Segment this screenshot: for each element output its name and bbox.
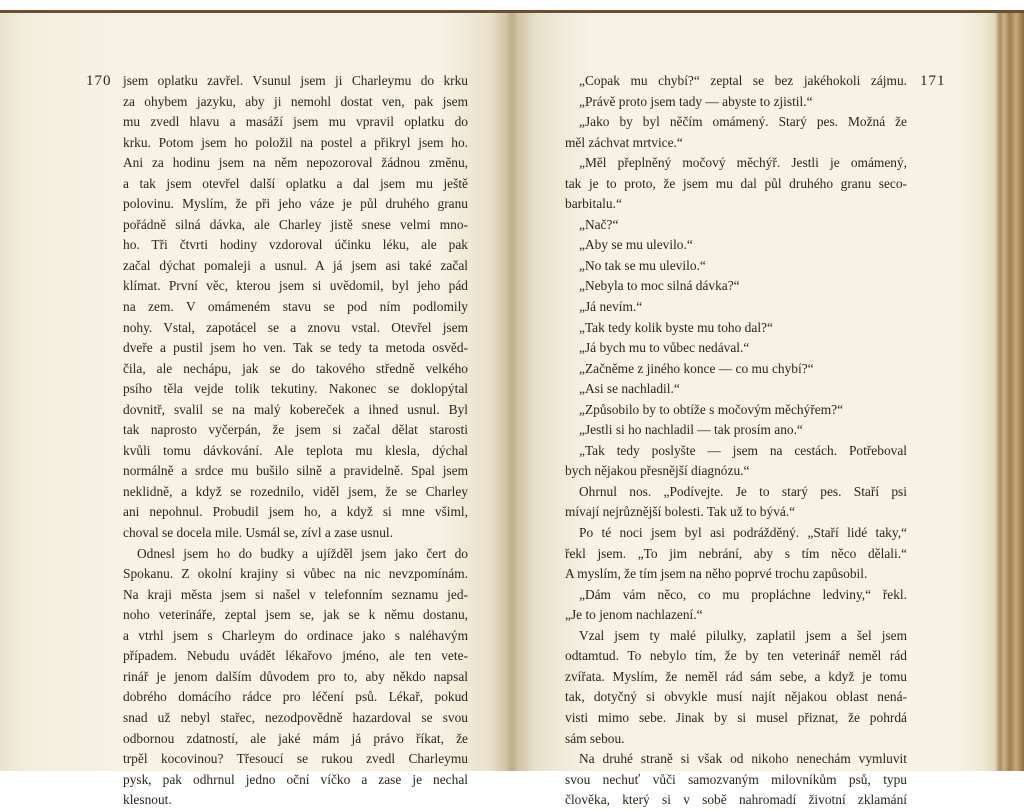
right-page-line: bych nějakou přesnější diagnózu.“ <box>565 463 750 479</box>
right-page-line: visti mimo sebe. Jinak by si musel přiznat, že pohrdá <box>565 709 907 725</box>
right-page-line: Vzal jsem ty malé pilulky, zaplatil jsem a šel jsem <box>579 627 907 643</box>
right-page-line: „Způsobilo by to obtíže s močovým měchýřem?“ <box>579 401 844 417</box>
left-page-line: polovinu. Myslím, že při jeho váze je půl druhého granu <box>123 196 468 212</box>
left-page-line: jsem oplatku zavřel. Vsunul jsem ji Charleymu do krku <box>123 73 468 88</box>
right-page-line: Ohrnul nos. „Podívejte. Je to starý pes. Staří psi <box>579 483 907 499</box>
right-page-line: „Nebyla to moc silná dávka?“ <box>579 278 740 294</box>
right-page-line: „Tak tedy kolik byste mu toho dal?“ <box>579 319 773 335</box>
right-page-line: „Já nevím.“ <box>579 299 643 315</box>
left-page-line: mu zvedl hlavu a masáží jsem mu vpravil oplatku do <box>123 114 468 130</box>
left-page-line: ani nepohnul. Probudil jsem ho, a když si mne všiml, <box>123 504 468 520</box>
right-page-line: Na druhé straně si však od nikoho nenechám vymluvit <box>579 751 907 767</box>
left-page-line: noho veterináře, zeptal jsem se, jak se k němu dostanu, <box>123 607 468 623</box>
right-page-line: „Tak tedy poslyšte — jsem na cestách. Potřeboval <box>579 442 907 458</box>
left-page-line: trpěl kocovinou? Třesoucí se rukou zvedl Charleymu <box>123 751 468 767</box>
right-page-line: „Začněme z jiného konce — co mu chybí?“ <box>579 360 814 376</box>
right-page-line: Po té noci jsem byl asi podrážděný. „Staří lidé taky,“ <box>579 525 907 541</box>
left-page-line: na zem. V omámeném stavu se pod ním podlomily <box>123 299 468 315</box>
left-page-number: 170 <box>86 73 112 89</box>
right-page-line: zvířata. Myslím, že neměl rád sám sebe, a když je tomu <box>565 668 907 684</box>
left-page-line: dovnitř, svalil se na malý kobereček a ihned usnul. Byl <box>123 401 468 417</box>
right-page-line: mívají nejrůznější bolesti. Tak už to bývá.“ <box>565 504 796 520</box>
left-page-line: čila, ale nechápu, jak se do takového středně velkého <box>123 360 468 376</box>
left-page-line: Ani za hodinu jsem na něm nepozoroval žádnou změnu, <box>123 155 468 171</box>
open-book <box>0 10 1024 808</box>
left-page-text <box>123 71 468 811</box>
left-page-line: pořádně silná dávka, ale Charley jistě snese velmi mno- <box>123 216 468 232</box>
right-page-line: „Je to jenom nachlazení.“ <box>565 607 703 623</box>
right-page-line: „Právě proto jsem tady — abyste to zjistil.“ <box>579 93 813 109</box>
left-page-line: rinář je jenom dalším důvodem pro to, aby někdo napsal <box>123 668 468 684</box>
right-page-line: „Dám vám něco, co mu propláchne ledviny,“ řekl. <box>579 586 907 602</box>
left-page-line: krku. Potom jsem ho položil na postel a přikryl jsem ho. <box>123 134 468 150</box>
right-page-line: „Já bych mu to vůbec nedával.“ <box>579 340 750 356</box>
left-page-line: kvůli tomu dávkování. Ale teplota mu klesla, dýchal <box>123 442 468 458</box>
right-page-line: „No tak se mu ulevilo.“ <box>579 257 706 273</box>
left-page-line: choval se docela mile. Usmál se, zívl a zase usnul. <box>123 525 393 541</box>
right-page-line: tak, dotyčný si obvykle musí najít nějakou oblast nená- <box>565 689 907 705</box>
left-page-line: dveře a pustil jsem ho ven. Tak se tedy ta metoda osvěd- <box>123 340 468 356</box>
left-page-line: snad už nebyl stařec, nezodpovědně hazardoval se svou <box>123 709 468 725</box>
right-page-line: „Nač?“ <box>579 216 619 232</box>
left-page-line: odbornou zdatností, ale jaké mám já právo říkat, že <box>123 730 468 746</box>
left-page-line: a tak jsem otevřel další oplatku a dal jsem mu ještě <box>123 175 468 191</box>
right-page-line: člověka, který si v sobě nahromadí životní zklamání <box>565 792 907 808</box>
right-page-line: sám sebou. <box>565 730 625 746</box>
right-page-number: 171 <box>920 73 946 89</box>
left-page-line: nohy. Vstal, zapotácel se a znovu vstal. Otevřel jsem <box>123 319 468 335</box>
right-page-line: odtamtud. To nebylo tím, že by ten veterinář neměl rád <box>565 648 907 664</box>
right-page-line: „Jako by byl něčím omámený. Starý pes. Možná že <box>579 114 907 130</box>
left-page-line: ho. Tři čtvrti hodiny vzdoroval účinku léku, ale pak <box>123 237 468 253</box>
left-page-line: začal dýchat pomaleji a usnul. A já jsem asi také začal <box>123 257 468 273</box>
right-page-text <box>565 71 907 811</box>
left-page-line: a vtrhl jsem s Charleym do ordinace jako s naléhavým <box>123 627 468 643</box>
right-page-line: „Copak mu chybí?“ zeptal se bez jakéhokoli zájmu. <box>579 73 907 88</box>
right-page-line: A myslím, že tím jsem na něho poprvé trochu zapůsobil. <box>565 566 868 582</box>
right-page-line: svou nechuť vůči samozvaným milovníkům psů, typu <box>565 771 907 787</box>
right-page-line: „Měl přeplněný močový měchýř. Jestli je omámený, <box>579 155 907 171</box>
left-page-line: psího těla vejde tolik tekutiny. Nakonec se doklopýtal <box>123 381 468 397</box>
right-page-line: „Aby se mu ulevilo.“ <box>579 237 693 253</box>
left-page-line: případem. Nebudu uvádět lékařovo jméno, ale ten vete- <box>123 648 468 664</box>
left-page-line: Odnesl jsem ho do budky a ujížděl jsem jako čert do <box>137 545 468 561</box>
right-page-line: barbitalu.“ <box>565 196 622 212</box>
right-page-line: „Asi se nachladil.“ <box>579 381 680 397</box>
left-page-line: normálně a srdce mu bušilo silně a pravidelně. Spal jsem <box>123 463 468 479</box>
left-page-line: za ohybem jazyku, aby ji nemohl dostat ven, pak jsem <box>123 93 468 109</box>
right-page-line: „Jestli si ho nachladil — tak prosím ano.“ <box>579 422 803 438</box>
left-page-line: tak naprosto vyčerpán, že jsem si začal dělat starosti <box>123 422 468 438</box>
left-page-line: Na kraji města jsem si našel v telefonním seznamu jed- <box>123 586 468 602</box>
left-page-line: klímat. První věc, kterou jsem si uvědomil, byl jeho pád <box>123 278 468 294</box>
right-page-line: měl záchvat mrtvice.“ <box>565 134 683 150</box>
left-page-line: pysk, pak odhrnul jedno oční víčko a zase je nechal <box>123 771 468 787</box>
left-page-line: dobrého domácího rádce pro léčení psů. Lékař, pokud <box>123 689 468 705</box>
right-page-line: tak je to proto, že jsem mu dal půl druhého granu seco- <box>565 175 907 191</box>
left-page-line: neklidně, a když se rozednilo, viděl jsem, že se Charley <box>123 483 468 499</box>
right-page-line: řekl jsem. „To jim nebrání, aby s tím něco dělali.“ <box>565 545 907 561</box>
left-page-line: Spokanu. Z okolní krajiny si vůbec na nic nevzpomínám. <box>123 566 468 582</box>
left-page-line: klesnout. <box>123 792 172 808</box>
